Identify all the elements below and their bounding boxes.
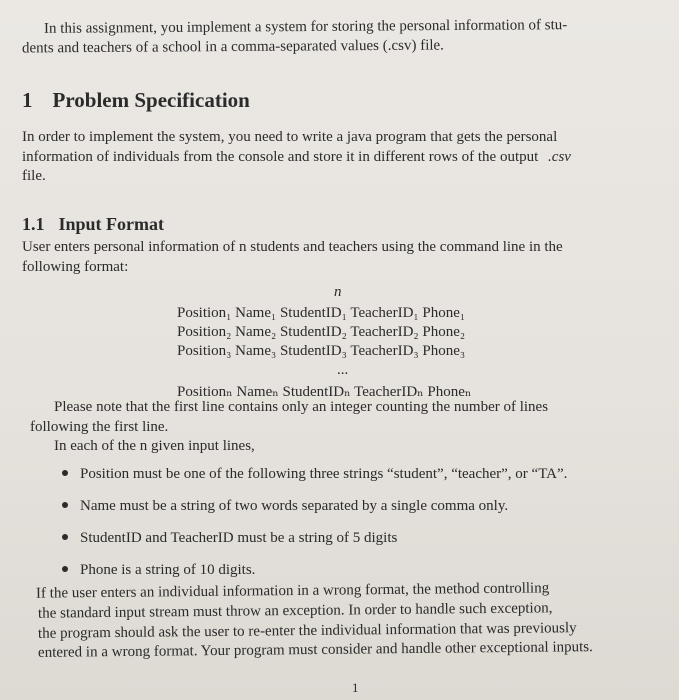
closing-line-2: the standard input stream must throw an exception. In order to handle such exception, [37, 600, 553, 622]
format-line-n: Positionₙ Nameₙ StudentIDₙ TeacherIDₙ Phoneₙ [177, 384, 472, 400]
format-line-2: Position₂ Name₂ StudentID₂ TeacherID₂ Phone₂ [177, 324, 466, 340]
bullet-icon [62, 470, 68, 476]
closing-line-4: entered in a wrong format. Your program must consider and handle other exceptional inputs. [37, 639, 593, 661]
section-1-heading [22, 88, 250, 113]
section-1-para-line-2 [22, 148, 571, 167]
section-1-title: Problem Specification [52, 88, 250, 112]
page-number: 1 [352, 680, 359, 695]
note-line-3: In each of the n given input lines, [54, 438, 255, 454]
bullet-text: Name must be a string of two words separated by a single comma only. [80, 498, 509, 514]
section-1-1-heading [22, 214, 164, 235]
section-1-para-line-3: file. [22, 168, 46, 184]
bullet-icon [62, 566, 68, 572]
closing-line-3: the program should ask the user to re-enter the individual information that was previously [37, 620, 577, 642]
format-n: n [334, 284, 342, 300]
section-1-para-line-2-text: information of individuals from the console and store it in different rows of the output [22, 149, 539, 165]
bullet-icon [62, 534, 68, 540]
bullet-text: Position must be one of the following three strings “student”, “teacher”, or “TA”. [80, 466, 568, 482]
bullet-item-name [62, 497, 508, 516]
format-dots: ... [337, 362, 349, 378]
section-1-1-para-line-1: User enters personal information of n students and teachers using the command line in the [22, 239, 563, 255]
bullet-item-phone [62, 561, 255, 580]
csv-extension: .csv [548, 149, 571, 165]
bullet-text: StudentID and TeacherID must be a string of 5 digits [80, 530, 398, 546]
format-line-3: Position₃ Name₃ StudentID₃ TeacherID₃ Phone₃ [177, 343, 466, 359]
bullet-text: Phone is a string of 10 digits. [80, 562, 256, 578]
intro-line-1: In this assignment, you implement a system for storing the personal information of stu- [43, 17, 568, 37]
closing-line-1: If the user enters an individual information in a wrong format, the method controlling [35, 580, 550, 602]
note-line-2: following the first line. [30, 419, 169, 435]
bullet-item-position [62, 465, 567, 484]
section-1-number: 1 [22, 88, 33, 112]
section-1-para-line-1: In order to implement the system, you need to write a java program that gets the personal [22, 129, 558, 145]
section-1-1-para-line-2: following format: [22, 259, 129, 275]
note-line-1: Please note that the first line contains only an integer counting the number of lines [54, 399, 549, 415]
bullet-item-ids [62, 529, 397, 548]
bullet-icon [62, 502, 68, 508]
section-1-1-title: Input Format [58, 214, 165, 234]
intro-line-2: dents and teachers of a school in a comma-separated values (.csv) file. [21, 37, 444, 57]
section-1-1-number: 1.1 [22, 214, 45, 234]
format-line-1: Position₁ Name₁ StudentID₁ TeacherID₁ Phone₁ [177, 305, 466, 321]
